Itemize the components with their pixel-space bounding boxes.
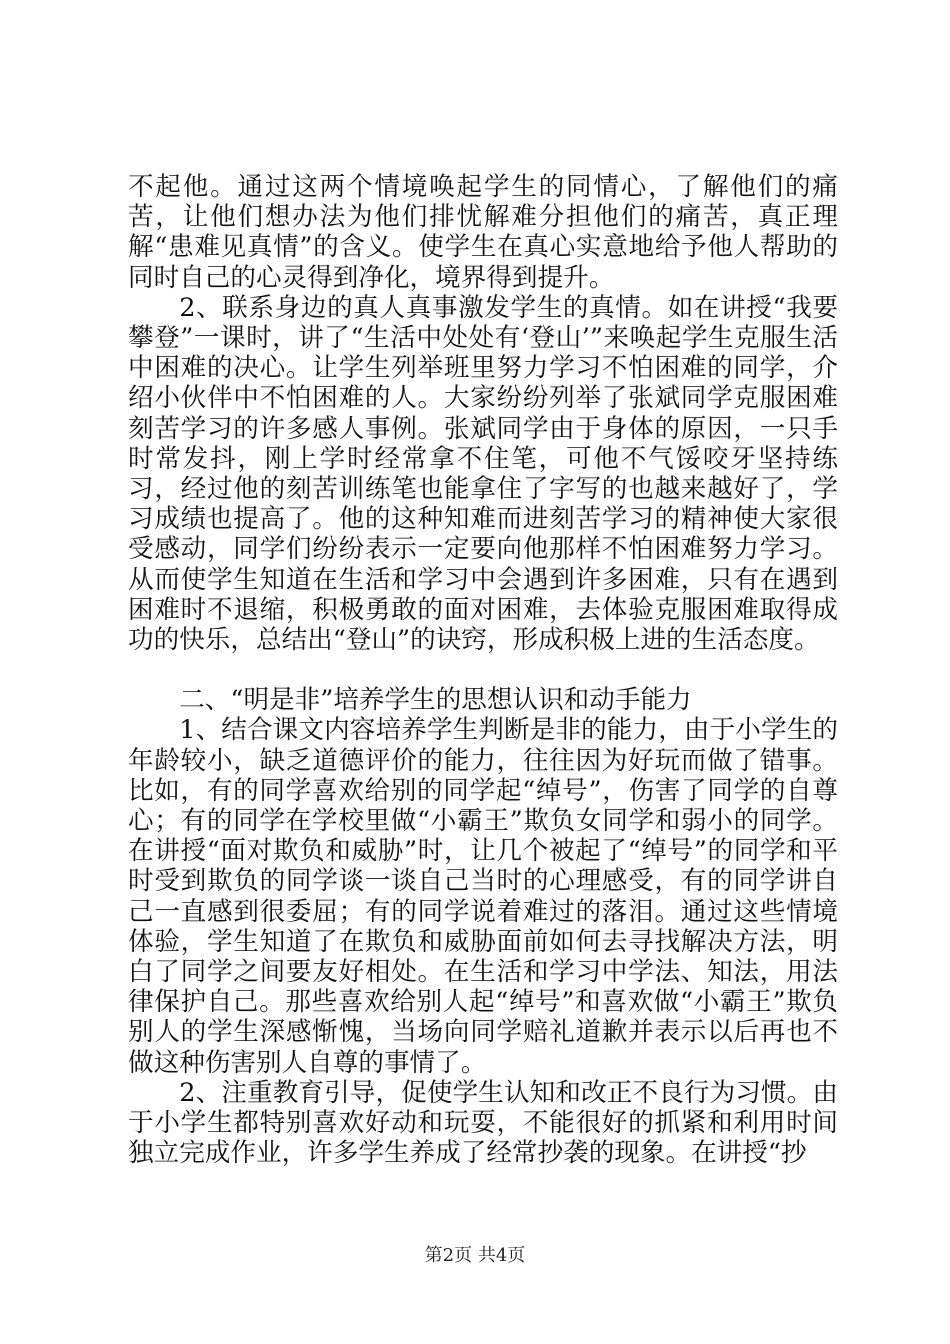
page-number-footer: 第2页 共4页	[424, 1245, 526, 1266]
paragraph-education-guidance: 2、注重教育引导，促使学生认知和改正不良行为习惯。由于小学生都特别喜欢好动和玩耍，不能很好的抓紧和利用时间独立完成作业，许多学生养成了经常抄袭的现象。在讲授“抄	[128, 1077, 838, 1169]
paragraph-climbing-example: 2、联系身边的真人真事激发学生的真情。如在讲授“我要攀登”一课时，讲了“生活中处处有‘登山’”来唤起学生克服生活中困难的决心。让学生列举班里努力学习不怕困难的同学，介绍小伙伴中不怕困难的人。大家纷纷列举了张斌同学克服困难刻苦学习的许多感人事例。张斌同学由于身体的原因，一只手时常发抖，刚上学时经常拿不住笔，可他不气馁咬牙坚持练习，经过他的刻苦训练笔也能拿住了字写的也越来越好了，学习成绩也提高了。他的这种知难而进刻苦学习的精神使大家很受感动，同学们纷纷表示一定要向他那样不怕困难努力学习。从而使学生知道在生活和学习中会遇到许多困难，只有在遇到困难时不退缩，积极勇敢的面对困难，去体验克服困难取得成功的快乐，总结出“登山”的诀窍，形成积极上进的生活态度。	[128, 292, 838, 656]
section-heading-right-wrong: 二、“明是非”培养学生的思想认识和动手能力	[179, 685, 692, 716]
document-body	[128, 172, 838, 1169]
paragraph-continuation: 不起他。通过这两个情境唤起学生的同情心，了解他们的痛苦，让他们想办法为他们排忧解难分担他们的痛苦，真正理解“患难见真情”的含义。使学生在真心实意地给予他人帮助的同时自己的心灵得到净化，境界得到提升。	[128, 172, 838, 293]
paragraph-judgment-ability: 1、结合课文内容培养学生判断是非的能力，由于小学生的年龄较小，缺乏道德评价的能力，往往因为好玩而做了错事。比如，有的同学喜欢给别的同学起“绰号”，伤害了同学的自尊心；有的同学在学校里做“小霸王”欺负女同学和弱小的同学。在讲授“面对欺负和威胁”时，让几个被起了“绰号”的同学和平时受到欺负的同学谈一谈自己当时的心理感受，有的同学讲自己一直感到很委屈；有的同学说着难过的落泪。通过这些情境体验，学生知道了在欺负和威胁面前如何去寻找解决方法，明白了同学之间要友好相处。在生活和学习中学法、知法，用法律保护自己。那些喜欢给别人起“绰号”和喜欢做“小霸王”欺负别人的学生深感惭愧，当场向同学赔礼道歉并表示以后再也不做这种伤害别人自尊的事情了。	[128, 715, 838, 1078]
